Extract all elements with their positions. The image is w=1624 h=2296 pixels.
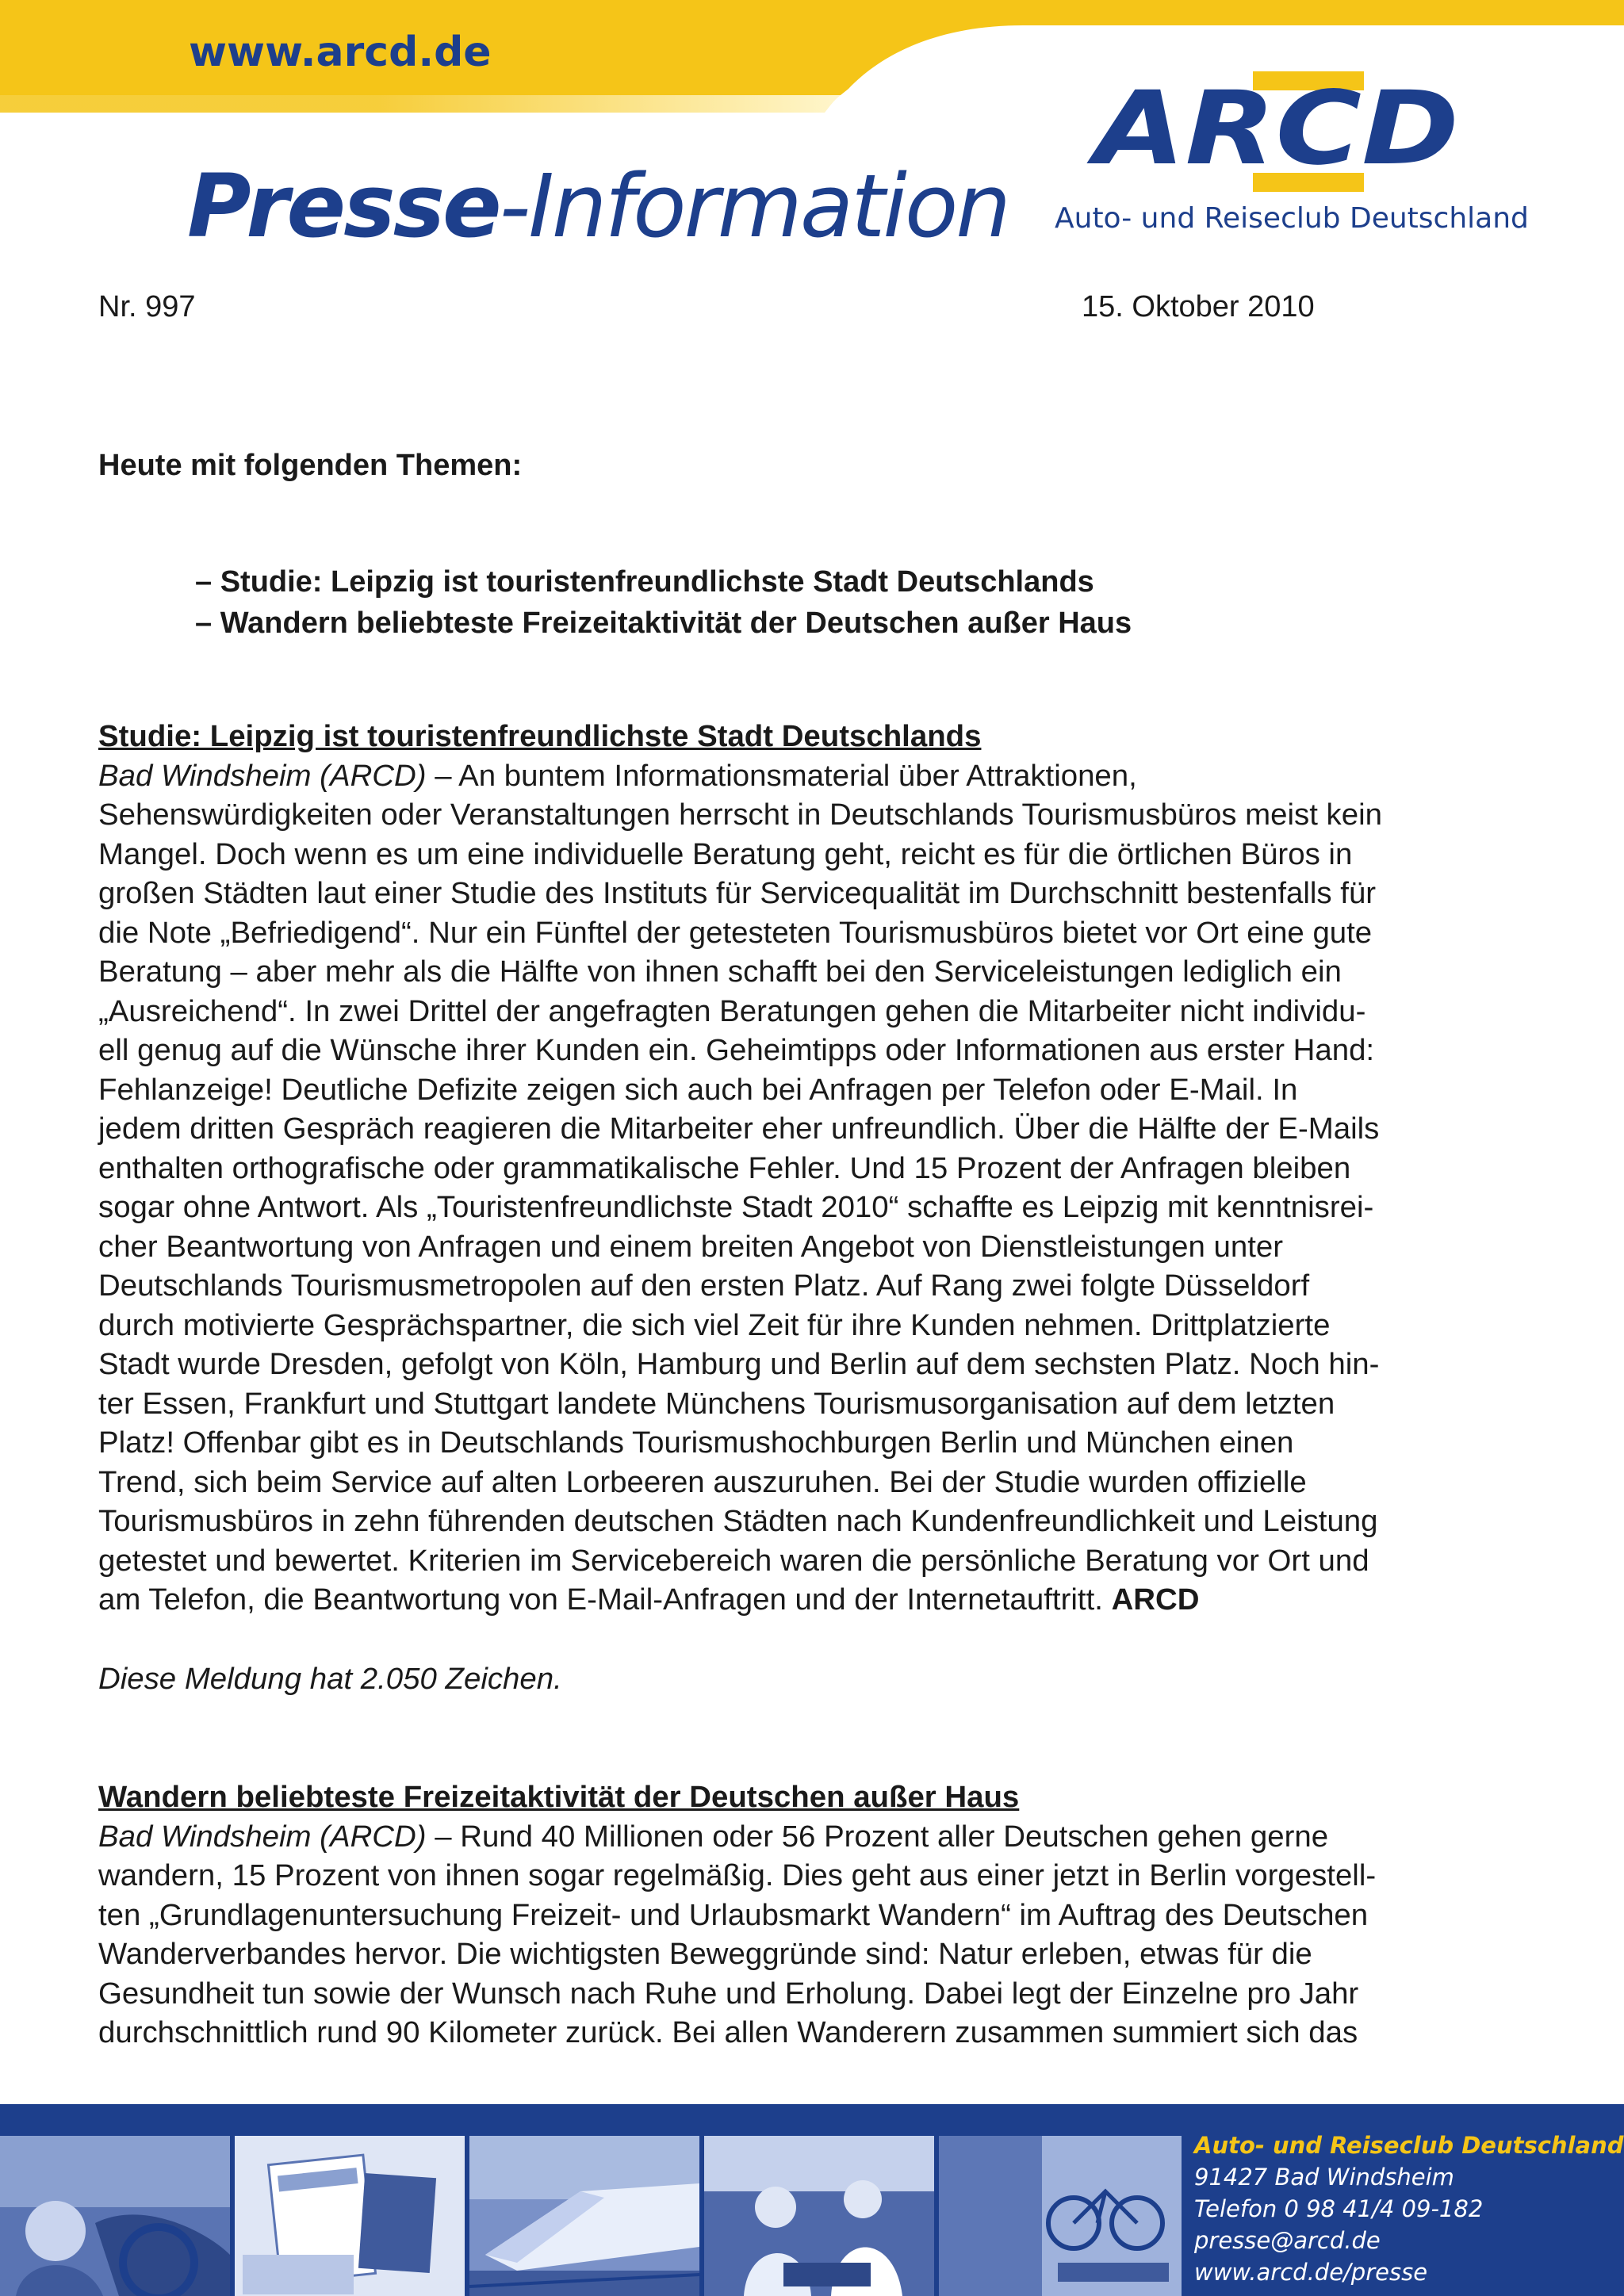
footer-contact — [1194, 2130, 1623, 2288]
article-line: enthalten orthografische oder grammatikalische Fehler. Und 15 Prozent der Anfragen bleiben — [98, 1150, 1351, 1185]
footer-web[interactable]: www.arcd.de/presse — [1194, 2259, 1428, 2286]
article-headline: Studie: Leipzig ist touristenfreundlichste Stadt Deutschlands — [98, 719, 982, 753]
article-line: Gesundheit tun sowie der Wunsch nach Ruhe und Erholung. Dabei legt der Einzelne pro Jahr — [98, 1976, 1359, 2011]
paramedic-photo — [704, 2136, 934, 2296]
bicycle-rack-photo — [939, 2136, 1182, 2296]
article-line: „Ausreichend“. In zwei Drittel der angefragten Beratungen gehen die Mitarbeiter nicht individu- — [98, 993, 1366, 1028]
release-number: Nr. 997 — [98, 290, 196, 323]
article-line: jedem dritten Gespräch reagieren die Mitarbeiter eher unfreundlich. Über die Hälfte der E-Mails — [98, 1112, 1380, 1146]
article-line: Beratung – aber mehr als die Hälfte von ihnen schafft bei den Serviceleistungen lediglich ein — [98, 955, 1342, 989]
title-light: -Information — [499, 155, 1009, 257]
article-line: Wanderverbandes hervor. Die wichtigsten Beweggründe sind: Natur erleben, etwas für die — [98, 1937, 1312, 1971]
article-leipzig — [98, 717, 1526, 1620]
footer-address: 91427 Bad Windsheim — [1194, 2164, 1454, 2191]
article-line-text: – Rund 40 Millionen oder 56 Prozent aller Deutschen gehen gerne — [426, 1819, 1329, 1854]
article-line: großen Städten laut einer Studie des Instituts für Servicequalität im Durchschnitt bestenfalls für — [98, 876, 1377, 910]
article-line: Sehenswürdigkeiten oder Veranstaltungen herrscht in Deutschlands Tourismusbüros meist kein — [98, 798, 1382, 832]
article-line: Tourismusbüros in zehn führenden deutschen Städten nach Kundenfreundlichkeit und Leistung — [98, 1504, 1378, 1538]
footer-email[interactable]: presse@arcd.de — [1194, 2227, 1381, 2254]
article-line — [98, 1580, 1526, 1620]
logo-text: ARCD — [1086, 70, 1459, 188]
driver-photo — [0, 2136, 230, 2296]
topic-item: – Studie: Leipzig ist touristenfreundlichste Stadt Deutschlands — [195, 565, 1094, 599]
article-line: wandern, 15 Prozent von ihnen sogar regelmäßig. Dies geht aus einer jetzt in Berlin vorgestell- — [98, 1858, 1377, 1892]
article-line: die Note „Befriedigend“. Nur ein Fünftel der getesteten Tourismusbüros bietet vor Ort eine gute — [98, 915, 1373, 950]
dateline: Bad Windsheim (ARCD) — [98, 1819, 427, 1854]
article-line: Platz! Offenbar gibt es in Deutschlands Tourismushochburgen Berlin und München einen — [98, 1425, 1294, 1460]
article-line: getestet und bewertet. Kriterien im Servicebereich waren die persönliche Beratung vor Ort und — [98, 1543, 1369, 1578]
footer-org: Auto- und Reiseclub Deutschland — [1194, 2132, 1624, 2159]
title-bold: Presse — [187, 155, 500, 257]
article-line-text: – An buntem Informationsmaterial über Attraktionen, — [426, 758, 1137, 793]
article-line: durch motivierte Gesprächspartner, die sich viel Zeit für ihre Kunden nehmen. Drittplatzierte — [98, 1307, 1331, 1342]
logo-tagline: Auto- und Reiseclub Deutschland — [1055, 202, 1529, 235]
article-signature: ARCD — [1111, 1582, 1200, 1617]
article-line-text: am Telefon, die Beantwortung von E-Mail-Anfragen und der Internetauftritt. — [98, 1582, 1112, 1617]
article-line — [98, 756, 1526, 796]
topic-item: – Wandern beliebteste Freizeitaktivität der Deutschen außer Haus — [195, 607, 1132, 640]
article-line: Deutschlands Tourismusmetropolen auf den ersten Platz. Auf Rang zwei folgte Düsseldorf — [98, 1269, 1310, 1303]
arcd-logo — [1055, 68, 1499, 195]
site-url[interactable]: www.arcd.de — [189, 29, 492, 76]
article-line: Mangel. Doch wenn es um eine individuelle Beratung geht, reicht es für die örtlichen Büros in — [98, 836, 1353, 871]
article-line: ten „Grundlagenuntersuchung Freizeit- und Urlaubsmarkt Wandern“ im Auftrag des Deutschen — [98, 1897, 1369, 1932]
themes-heading: Heute mit folgenden Themen: — [98, 449, 523, 482]
article-headline: Wandern beliebteste Freizeitaktivität der Deutschen außer Haus — [98, 1780, 1020, 1814]
magazine-photo — [235, 2136, 465, 2296]
article-line: ell genug auf die Wünsche ihrer Kunden ein. Geheimtipps oder Informationen aus erster Hand: — [98, 1033, 1375, 1067]
article-line: durchschnittlich rund 90 Kilometer zurück. Bei allen Wanderern zusammen summiert sich das — [98, 2015, 1358, 2049]
article-line: cher Beantwortung von Anfragen und einem breiten Angebot von Dienstleistungen unter — [98, 1229, 1283, 1264]
train-photo — [469, 2136, 699, 2296]
article-line — [98, 1817, 1526, 1857]
footer-band — [0, 2104, 1624, 2296]
dateline: Bad Windsheim (ARCD) — [98, 758, 427, 793]
character-count-note: Diese Meldung hat 2.050 Zeichen. — [98, 1662, 562, 1696]
footer-photo-strip — [0, 2136, 1182, 2296]
article-wandern — [98, 1777, 1526, 2053]
article-line: Fehlanzeige! Deutliche Defizite zeigen sich auch bei Anfragen per Telefon oder E-Mail. In — [98, 1072, 1298, 1107]
article-line: sogar ohne Antwort. Als „Touristenfreundlichste Stadt 2010“ schaffte es Leipzig mit kenntnisrei- — [98, 1190, 1374, 1224]
release-date: 15. Oktober 2010 — [1082, 290, 1315, 323]
article-line: Stadt wurde Dresden, gefolgt von Köln, Hamburg und Berlin auf dem sechsten Platz. Noch hin- — [98, 1347, 1380, 1381]
page-title — [187, 155, 1009, 257]
article-line: ter Essen, Frankfurt und Stuttgart landete Münchens Tourismusorganisation auf dem letzten — [98, 1386, 1335, 1421]
footer-phone: Telefon 0 98 41/4 09-182 — [1194, 2195, 1484, 2222]
article-line: Trend, sich beim Service auf alten Lorbeeren auszuruhen. Bei der Studie wurden offizielle — [98, 1464, 1307, 1499]
topic-list — [195, 561, 1132, 644]
